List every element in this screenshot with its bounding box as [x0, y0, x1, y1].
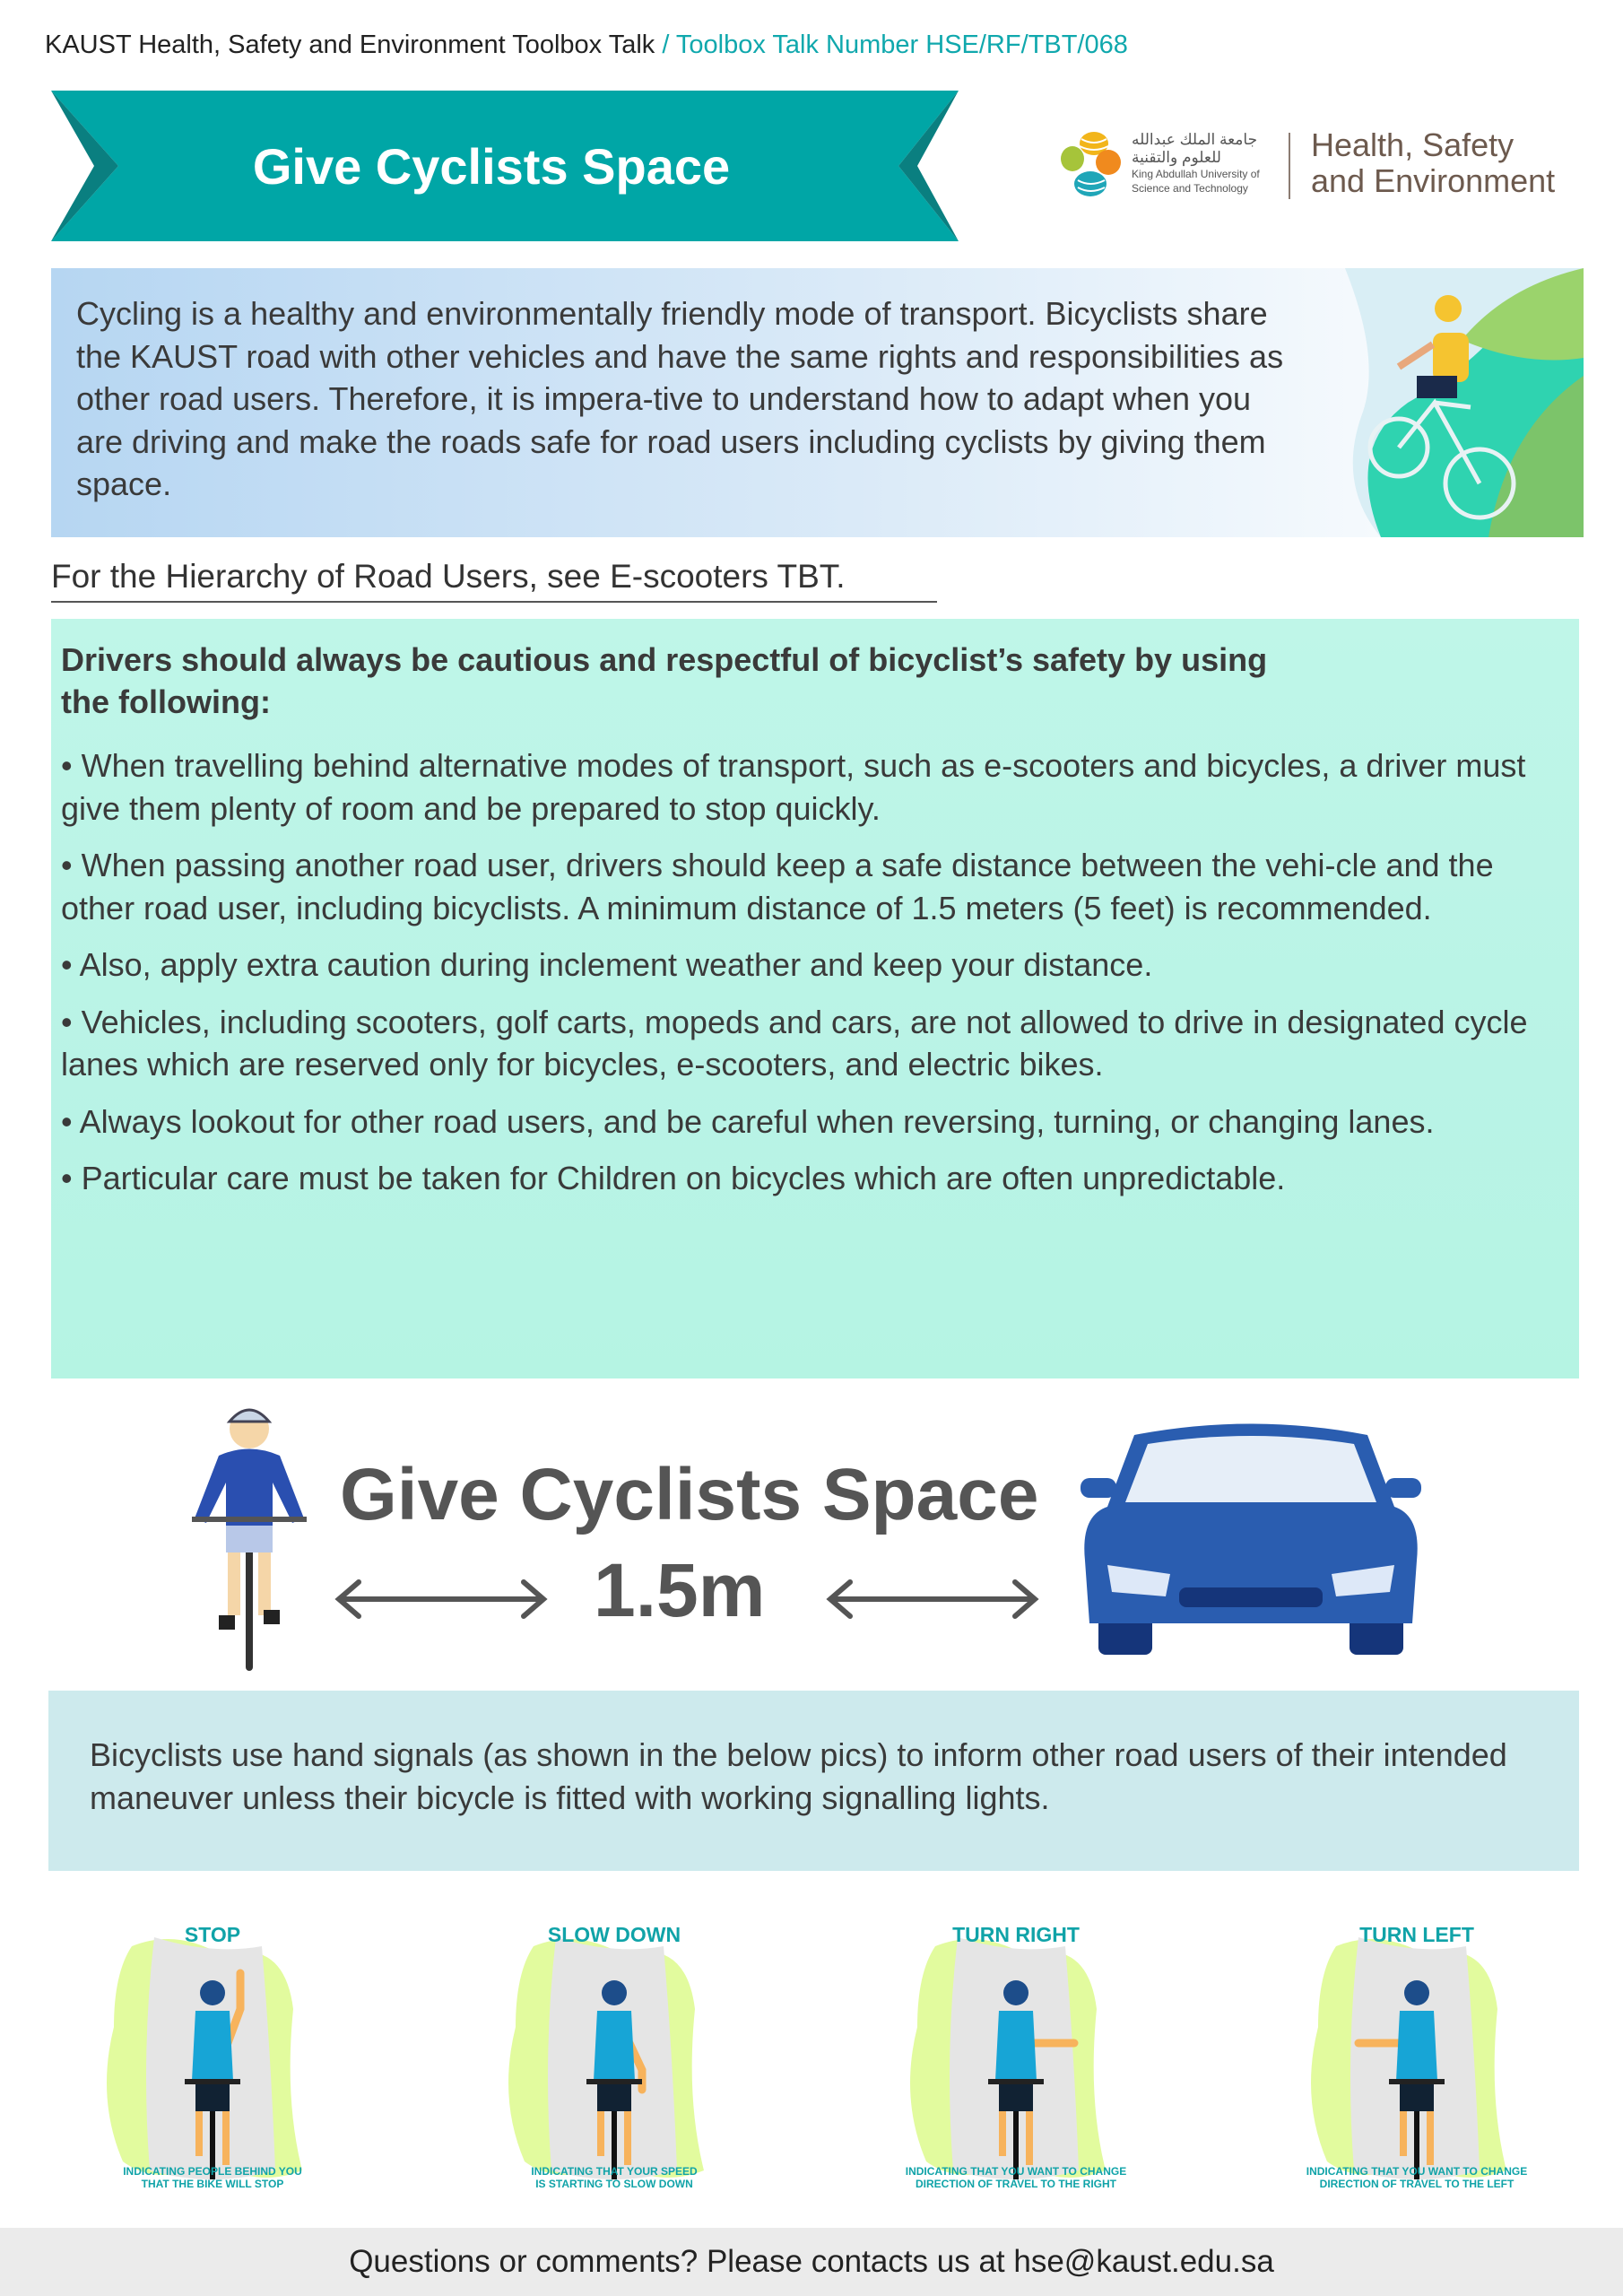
- drivers-heading: Drivers should always be cautious and respectful of bicyclist’s safety by using the following:: [61, 641, 1268, 720]
- bullet-item: • When passing another road user, drivers should keep a safe distance between the vehi-cle and the other road user, including bicyclists. A minimum distance of 1.5 meters (5 feet) is recommended.: [61, 847, 1494, 926]
- bullet-item: • Vehicles, including scooters, golf carts, mopeds and cars, are not allowed to drive in designated cycle lanes which are reserved only for bicycles, e-scooters, and electric bikes.: [61, 1003, 1528, 1083]
- bullet-item: • When travelling behind alternative modes of transport, such as e-scooters and bicycles, a driver must give them plenty of room and be prepared to stop quickly.: [61, 747, 1526, 827]
- caption-line: IS STARTING TO SLOW DOWN: [535, 2178, 693, 2190]
- intro-text: Cycling is a healthy and environmentally friendly mode of transport. Bicyclists share the KAUST road with other vehicles and have the same rights and responsibilities as other road users. Therefore, it is impera-tive to understand how to adapt when you are driving and make the roads safe for road users including cyclists by giving them space.: [76, 295, 1284, 502]
- signal-caption: [1282, 2165, 1551, 2190]
- department-name: [1311, 127, 1555, 199]
- bullet-item: • Always lookout for other road users, and be careful when reversing, turning, or changing lanes.: [61, 1102, 1435, 1140]
- signal-illustration-turn-left: [1282, 1919, 1551, 2206]
- caption-line: THAT THE BIKE WILL STOP: [141, 2178, 284, 2190]
- signal-caption: [881, 2165, 1150, 2190]
- signal-illustration-stop: [78, 1919, 347, 2206]
- series-title: KAUST Health, Safety and Environment Toolbox Talk: [45, 30, 655, 59]
- double-arrow-icon: [334, 1577, 549, 1622]
- bullet-item: • Particular care must be taken for Children on bicycles which are often unpredictable.: [61, 1160, 1286, 1196]
- contact-text[interactable]: Questions or comments? Please contacts us at hse@kaust.edu.sa: [349, 2244, 1274, 2279]
- logo-english-line: Science and Technology: [1132, 182, 1248, 195]
- signal-title: STOP: [184, 1923, 241, 1946]
- double-arrow-icon: [825, 1577, 1040, 1622]
- caption-line: INDICATING THAT YOU WANT TO CHANGE: [905, 2165, 1127, 2178]
- signal-title: TURN LEFT: [1359, 1923, 1474, 1946]
- department-line: and Environment: [1311, 162, 1556, 199]
- signal-illustration-slow-down: [480, 1919, 749, 2206]
- header-line: [45, 30, 1128, 60]
- caption-line: DIRECTION OF TRAVEL TO THE RIGHT: [915, 2178, 1116, 2190]
- talk-number: / Toolbox Talk Number HSE/RF/TBT/068: [655, 30, 1128, 59]
- signal-title: TURN RIGHT: [952, 1923, 1080, 1946]
- department-line: Health, Safety: [1311, 126, 1515, 163]
- logo-divider: [1289, 133, 1290, 199]
- logo-arabic-text: جامعة الملك عبدالله للعلوم والتقنية: [1132, 131, 1258, 166]
- caption-line: INDICATING THAT YOUR SPEED: [531, 2165, 698, 2178]
- safe-distance: 1.5m: [594, 1548, 766, 1632]
- signal-caption: [78, 2165, 347, 2190]
- bullet-item: • Also, apply extra caution during inclement weather and keep your distance.: [61, 946, 1153, 983]
- caption-line: INDICATING THAT YOU WANT TO CHANGE: [1306, 2165, 1528, 2178]
- car-front-icon: [1081, 1417, 1421, 1655]
- logo-english-line: King Abdullah University of: [1132, 168, 1260, 180]
- page-title: Give Cyclists Space: [252, 137, 731, 195]
- logo-english-text: [1132, 167, 1260, 196]
- signal-illustration-turn-right: [881, 1919, 1150, 2206]
- caption-line: DIRECTION OF TRAVEL TO THE LEFT: [1319, 2178, 1515, 2190]
- cyclist-front-icon: [183, 1402, 316, 1675]
- caption-line: INDICATING PEOPLE BEHIND YOU: [123, 2165, 302, 2178]
- footer: [0, 2228, 1623, 2296]
- hand-signals-text: Bicyclists use hand signals (as shown in the below pics) to inform other road users of their intended maneuver unless their bicycle is fitted with working signalling lights.: [90, 1736, 1507, 1816]
- kaust-logo-icon: [1058, 130, 1126, 200]
- cyclist-illustration: [1327, 268, 1584, 537]
- signal-title: SLOW DOWN: [547, 1923, 681, 1946]
- graphic-title: Give Cyclists Space: [340, 1454, 1039, 1535]
- drivers-bullets: [61, 744, 1567, 1214]
- hierarchy-link[interactable]: For the Hierarchy of Road Users, see E-scooters TBT.: [51, 558, 937, 603]
- signal-caption: [480, 2165, 749, 2190]
